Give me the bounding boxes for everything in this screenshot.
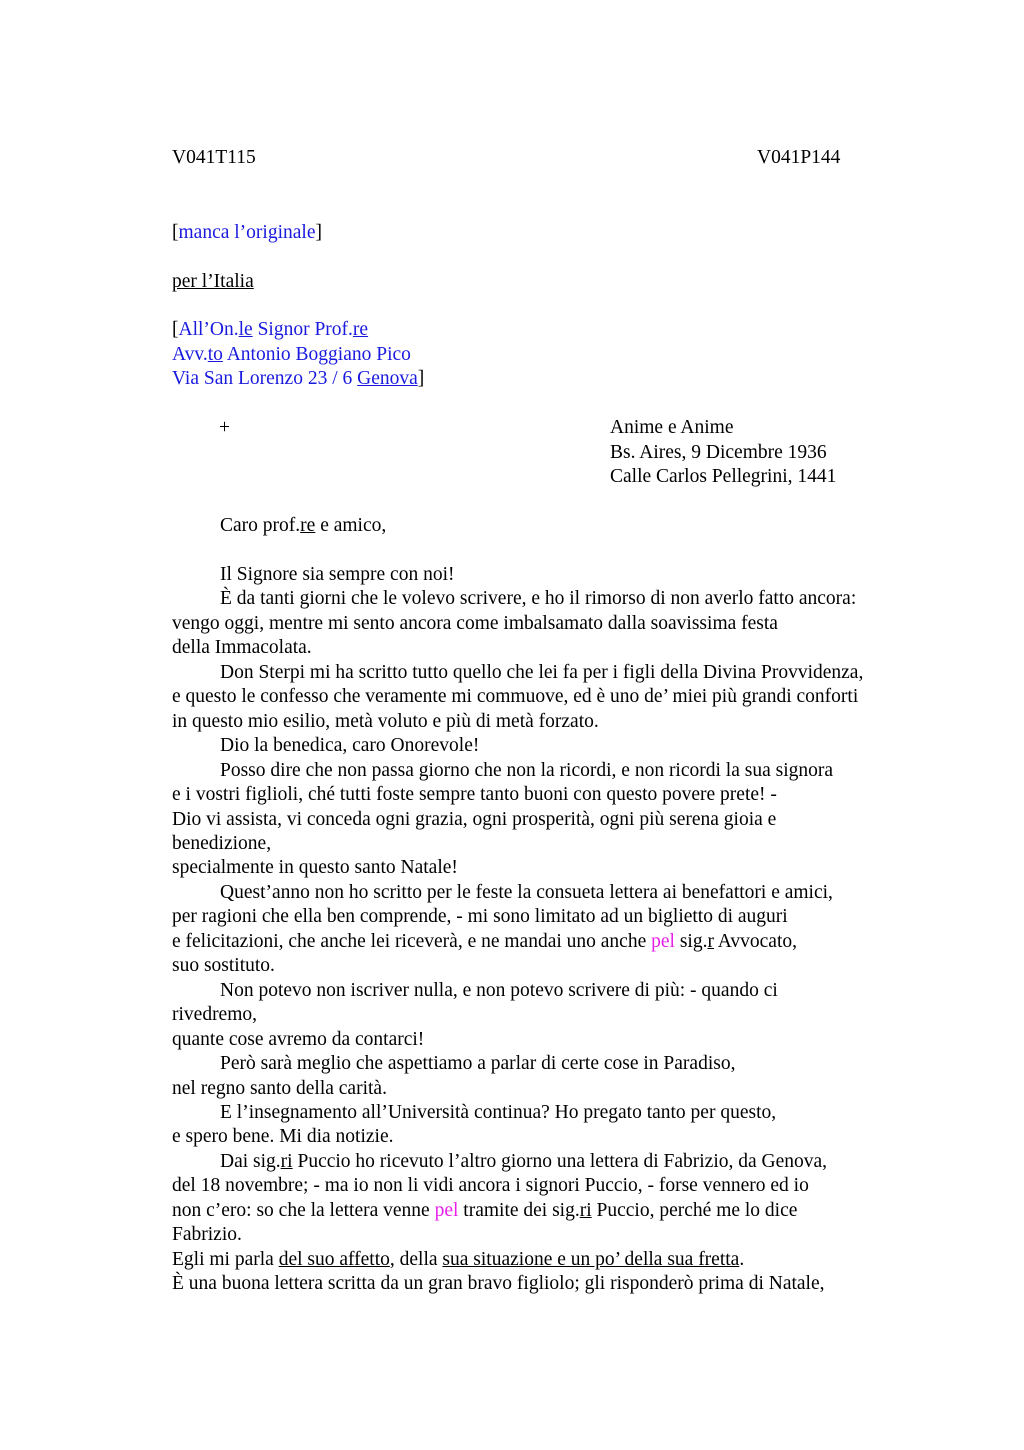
address-superscript: re: [352, 319, 369, 340]
body-text: Dai sig.: [220, 1150, 281, 1172]
place-street: Calle Carlos Pellegrini, 1441: [610, 466, 837, 487]
body-line: nel regno santo della carità.: [172, 1077, 387, 1099]
body-line: e questo le confesso che veramente mi commuove, ed è uno de’ miei più grandi conforti: [172, 686, 859, 708]
body-line: e i vostri figlioli, ché tutti foste sempre tanto buoni con questo povere prete! -: [172, 784, 777, 806]
body-text: Puccio ho ricevuto l’altro giorno una lettera di Fabrizio, da Genova,: [292, 1150, 828, 1172]
address-text: Via San Lorenzo 23 / 6: [172, 368, 358, 389]
body-line: Non potevo non iscriver nulla, e non potevo scrivere di più: - quando ci: [220, 979, 778, 1001]
bracket-open: [: [172, 319, 179, 340]
body-text: , della: [389, 1248, 443, 1270]
address-line-2: [172, 343, 411, 367]
body-text: Avvocato,: [713, 930, 798, 952]
superscript-abbrev: ri: [579, 1199, 592, 1221]
bracket-close: ]: [417, 368, 425, 389]
body-line: Quest’anno non ho scritto per le feste la consueta lettera ai benefattori e amici,: [220, 881, 833, 903]
place-date: Bs. Aires, 9 Dicembre 1936: [610, 442, 827, 463]
note-text: manca l’originale: [178, 222, 316, 243]
underlined-phrase: sua situazione e un po’ della sua fretta: [442, 1248, 740, 1270]
address-line-1: [172, 318, 368, 342]
superscript-abbrev: r: [707, 930, 714, 952]
body-line: per ragioni che ella ben comprende, - mi sono limitato ad un biglietto di auguri: [172, 906, 788, 928]
body-line: del 18 novembre; - ma io non li vidi ancora i signori Puccio, - forse vennero ed io: [172, 1175, 809, 1197]
body-line: [172, 1150, 912, 1174]
header-right-code: V041P144: [757, 147, 841, 168]
body-line: E l’insegnamento all’Università continua? Ho pregato tanto per questo,: [220, 1101, 777, 1123]
body-text: sig.: [674, 930, 708, 952]
body-line: benedizione,: [172, 832, 272, 854]
body-line: in questo mio esilio, metà voluto e più di metà forzato.: [172, 710, 599, 732]
body-line: rivedremo,: [172, 1004, 258, 1026]
address-text: Antonio Boggiano Pico: [222, 344, 411, 365]
body-line: [172, 1248, 912, 1272]
highlighted-word: pel: [651, 930, 675, 952]
body-line: Posso dire che non passa giorno che non la ricordi, e non ricordi la sua signora: [220, 759, 834, 781]
address-line-3: [172, 367, 424, 391]
body-line: Però sarà meglio che aspettiamo a parlar di certe cose in Paradiso,: [220, 1053, 736, 1075]
body-text: tramite dei sig.: [458, 1199, 580, 1221]
bracket-open: [: [172, 222, 179, 243]
body-line: Don Sterpi mi ha scritto tutto quello che lei fa per i figli della Divina Provvidenza,: [220, 661, 864, 683]
address-superscript: le: [238, 319, 253, 340]
address-superscript: to: [207, 344, 223, 365]
body-line: specialmente in questo santo Natale!: [172, 857, 458, 879]
address-text: Avv.: [172, 344, 208, 365]
header-left-code: V041T115: [172, 147, 256, 168]
editorial-note: [172, 221, 322, 245]
letter-body: [172, 563, 912, 1297]
body-line: Dio la benedica, caro Onorevole!: [220, 735, 480, 757]
bracket-close: ]: [315, 222, 322, 243]
address-city: Genova: [357, 368, 418, 389]
body-line: Il Signore sia sempre con noi!: [220, 564, 455, 585]
body-line: [172, 1199, 912, 1223]
cross-symbol: +: [219, 417, 230, 438]
superscript-abbrev: ri: [280, 1150, 293, 1172]
body-line: quante cose avremo da contarci!: [172, 1028, 425, 1050]
body-line: vengo oggi, mentre mi sento ancora come imbalsamato dalla soavissima festa: [172, 612, 778, 634]
body-text: Egli mi parla: [172, 1248, 279, 1270]
body-line: della Immacolata.: [172, 637, 312, 659]
body-line: [172, 930, 912, 954]
highlighted-word: pel: [434, 1199, 459, 1221]
underlined-phrase: del suo affetto: [278, 1248, 390, 1270]
body-text: e felicitazioni, che anche lei riceverà, e ne mandai uno anche: [172, 930, 652, 952]
address-text: Signor Prof.: [252, 319, 353, 340]
salutation-superscript: re: [300, 515, 316, 536]
body-line: Fabrizio.: [172, 1224, 242, 1246]
body-line: suo sostituto.: [172, 955, 275, 977]
destination: per l’Italia: [172, 271, 254, 292]
body-text: .: [739, 1248, 745, 1270]
salutation-text: e amico,: [315, 515, 387, 536]
body-line: Dio vi assista, vi conceda ogni grazia, ogni prosperità, ogni più serena gioia e: [172, 808, 777, 830]
address-text: All’On.: [178, 319, 239, 340]
body-line: È una buona lettera scritta da un gran bravo figliolo; gli risponderò prima di Natale,: [172, 1273, 825, 1295]
place-line-1: Anime e Anime: [610, 417, 734, 438]
salutation-text: Caro prof.: [220, 515, 301, 536]
body-line: e spero bene. Mi dia notizie.: [172, 1126, 394, 1148]
body-text: non c’ero: so che la lettera venne: [172, 1199, 435, 1221]
body-line: È da tanti giorni che le volevo scrivere, e ho il rimorso di non averlo fatto ancora:: [220, 588, 857, 610]
body-text: Puccio, perché me lo dice: [591, 1199, 798, 1221]
salutation: [220, 514, 386, 538]
